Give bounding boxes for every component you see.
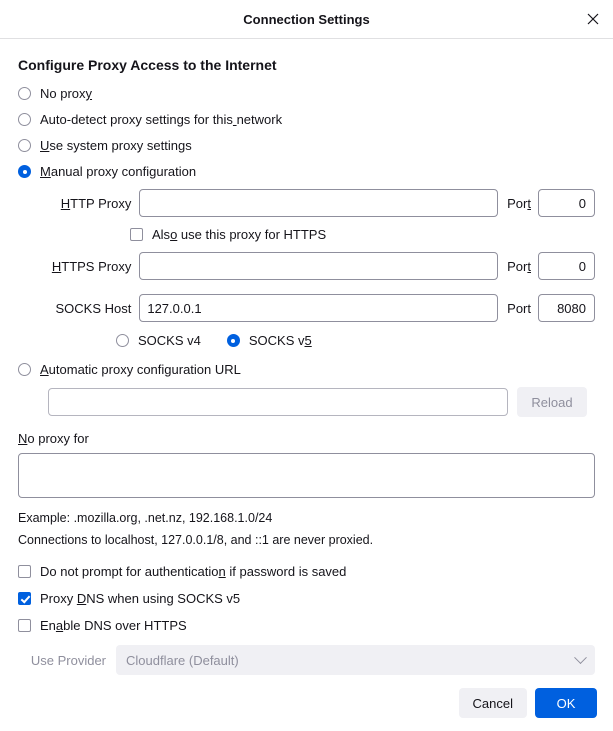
https-proxy-input[interactable] (139, 252, 498, 280)
radio-auto-detect[interactable] (18, 111, 595, 128)
checkbox-indicator (18, 619, 31, 632)
radio-no-proxy-label: No proxy (40, 86, 93, 101)
socks-version-group (116, 332, 595, 349)
dialog-content (0, 39, 613, 675)
radio-socks-v5[interactable] (227, 332, 312, 349)
checkbox-no-auth-prompt-label: Do not prompt for authentication if password is saved (40, 564, 347, 579)
radio-indicator (18, 139, 31, 152)
dialog-footer (0, 675, 613, 731)
radio-manual-proxy-label: Manual proxy configuration (40, 164, 197, 179)
radio-pac-url[interactable] (18, 361, 595, 378)
checkbox-no-auth-prompt[interactable] (18, 564, 595, 579)
radio-system-proxy-label: Use system proxy settings (40, 138, 192, 153)
checkbox-indicator (18, 565, 31, 578)
https-proxy-row (48, 252, 595, 280)
radio-manual-proxy[interactable] (18, 163, 595, 180)
provider-select[interactable] (116, 645, 595, 675)
no-proxy-for-textarea[interactable] (18, 453, 595, 498)
also-https-checkbox-row[interactable] (130, 227, 595, 242)
checkbox-indicator (18, 592, 31, 605)
radio-indicator (18, 87, 31, 100)
https-port-input[interactable] (538, 252, 595, 280)
provider-selected-value: Cloudflare (Default) (126, 652, 239, 668)
no-proxy-example: Example: .mozilla.org, .net.nz, 192.168.1.0/24 (18, 511, 273, 525)
checkbox-proxy-dns[interactable] (18, 591, 595, 606)
radio-system-proxy[interactable] (18, 137, 595, 154)
cancel-button[interactable]: Cancel (459, 688, 527, 718)
http-proxy-label: HTTP Proxy (60, 195, 132, 211)
radio-socks-v4[interactable] (116, 332, 201, 349)
also-https-label: Also use this proxy for HTTPS (152, 227, 327, 242)
close-icon[interactable] (581, 7, 605, 31)
dialog-title: Connection Settings (243, 11, 370, 27)
socks-host-row (48, 294, 595, 322)
checkbox-indicator (130, 228, 143, 241)
options-group (18, 564, 595, 633)
dialog-titlebar (0, 0, 613, 39)
section-heading: Configure Proxy Access to the Internet (18, 57, 277, 73)
https-port-label: Port (507, 258, 531, 274)
pac-url-row (48, 387, 595, 417)
socks-port-label: Port (507, 300, 531, 316)
checkbox-doh-label: Enable DNS over HTTPS (40, 618, 187, 633)
http-port-input[interactable] (538, 189, 595, 217)
provider-row (18, 645, 595, 675)
radio-no-proxy[interactable] (18, 85, 595, 102)
reload-button[interactable]: Reload (517, 387, 587, 417)
http-proxy-row (48, 189, 595, 217)
radio-indicator (18, 113, 31, 126)
no-proxy-note: Connections to localhost, 127.0.0.1/8, and ::1 are never proxied. (18, 533, 374, 547)
radio-socks-v4-label: SOCKS v4 (138, 333, 201, 348)
pac-url-input[interactable] (48, 388, 508, 416)
radio-indicator (18, 363, 31, 376)
radio-socks-v5-label: SOCKS v5 (248, 333, 312, 348)
radio-indicator (18, 165, 31, 178)
socks-port-input[interactable] (538, 294, 595, 322)
radio-pac-url-label: Automatic proxy configuration URL (40, 362, 241, 377)
no-proxy-for-label: No proxy for (18, 431, 89, 446)
provider-label: Use Provider (30, 652, 106, 668)
checkbox-proxy-dns-label: Proxy DNS when using SOCKS v5 (40, 591, 241, 606)
radio-indicator (116, 334, 129, 347)
ok-button[interactable]: OK (535, 688, 597, 718)
chevron-down-icon (574, 651, 587, 664)
http-proxy-input[interactable] (139, 189, 498, 217)
checkbox-doh[interactable] (18, 618, 595, 633)
http-port-label: Port (507, 195, 531, 211)
https-proxy-label: HTTPS Proxy (51, 258, 132, 274)
radio-indicator (227, 334, 240, 347)
socks-host-input[interactable] (139, 294, 498, 322)
radio-auto-detect-label: Auto-detect proxy settings for this network (40, 112, 283, 127)
socks-host-label: SOCKS Host (55, 300, 132, 316)
